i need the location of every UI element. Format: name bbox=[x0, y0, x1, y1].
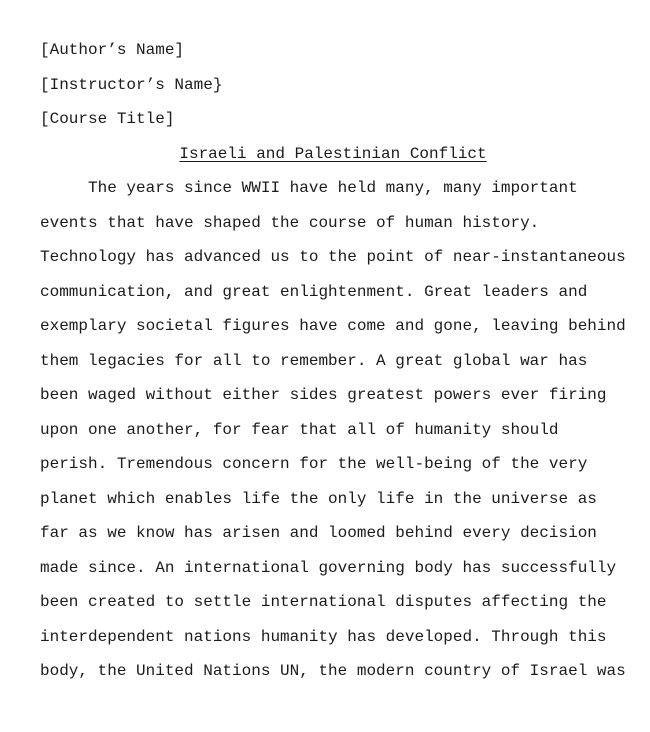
course-title-line: [Course Title] bbox=[40, 110, 175, 128]
body-line: exemplary societal figures have come and gone, leaving behind bbox=[40, 317, 626, 335]
body-line: been created to settle international disputes affecting the bbox=[40, 593, 607, 611]
body-line: far as we know has arisen and loomed behind every decision bbox=[40, 524, 597, 542]
essay-title-text: Israeli and Palestinian Conflict bbox=[179, 144, 487, 163]
body-line: Technology has advanced us to the point of near-instantaneous bbox=[40, 248, 626, 266]
body-line: made since. An international governing body has successfully bbox=[40, 558, 617, 577]
author-name-line: [Author’s Name] bbox=[40, 41, 185, 59]
essay-title bbox=[40, 137, 626, 172]
instructor-name-line: [Instructor’s Name} bbox=[40, 75, 223, 94]
body-line: body, the United Nations UN, the modern country of Israel was bbox=[40, 662, 626, 680]
body-line: communication, and great enlightenment. Great leaders and bbox=[40, 282, 588, 301]
body-line: planet which enables life the only life in the universe as bbox=[40, 489, 597, 508]
body-line: interdependent nations humanity has developed. Through this bbox=[40, 627, 607, 646]
body-line: them legacies for all to remember. A great global war has bbox=[40, 351, 588, 370]
body-line: perish. Tremendous concern for the well-being of the very bbox=[40, 455, 588, 473]
body-line: events that have shaped the course of human history. bbox=[40, 213, 540, 232]
body-line: been waged without either sides greatest powers ever firing bbox=[40, 386, 607, 404]
body-line: upon one another, for fear that all of humanity should bbox=[40, 420, 559, 439]
body-line: The years since WWII have held many, many important bbox=[40, 179, 578, 197]
